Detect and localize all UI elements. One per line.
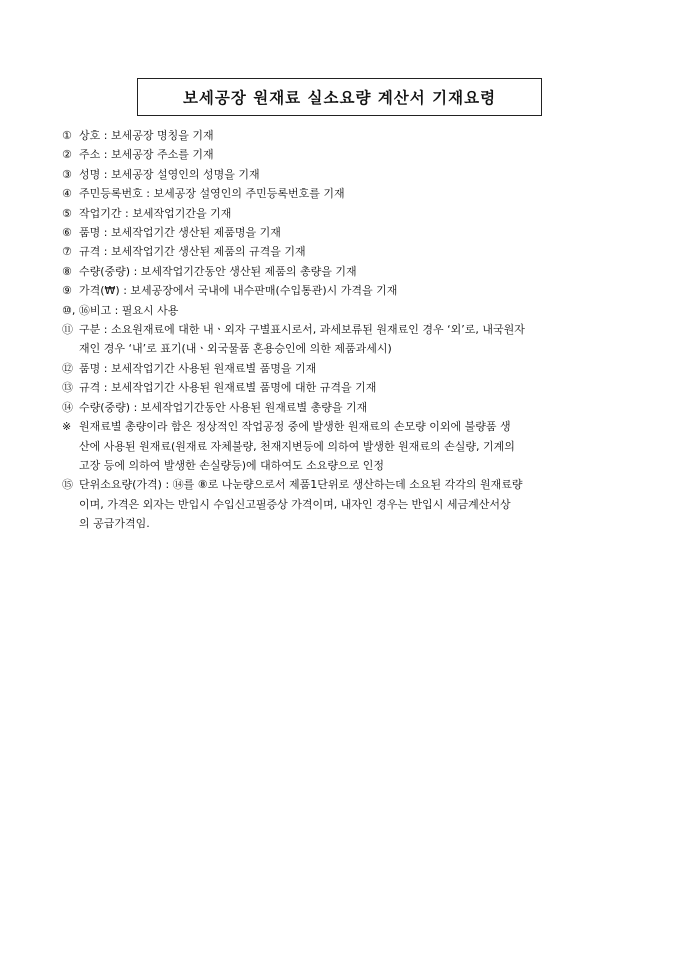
item-number: ⑮ xyxy=(62,478,73,492)
item-text: 규격 : 보세작업기간 생산된 제품의 규격을 기재 xyxy=(79,245,306,259)
item-number: ⑭ xyxy=(62,400,73,414)
list-item xyxy=(62,378,622,397)
instruction-list xyxy=(62,126,622,534)
list-item xyxy=(62,359,622,378)
item-number: ⑤ xyxy=(62,206,72,220)
note-mark: ※ xyxy=(62,420,72,434)
note-item xyxy=(62,417,622,475)
item-text: 작업기간 : 보세작업기간을 기재 xyxy=(79,206,232,220)
list-item xyxy=(62,475,622,533)
item-text: 수량(중량) : 보세작업기간동안 사용된 원재료별 총량을 기재 xyxy=(79,400,368,414)
list-item xyxy=(62,204,622,223)
item-number: ⑧ xyxy=(62,264,72,278)
list-item xyxy=(62,262,622,281)
item-text: 성명 : 보세공장 설영인의 성명을 기재 xyxy=(79,167,260,181)
item-number: ⑫ xyxy=(62,361,73,375)
item-number: ③ xyxy=(62,167,72,181)
item-number: ⑨ xyxy=(62,284,72,298)
list-item xyxy=(62,223,622,242)
item-text: 주민등록번호 : 보세공장 설영인의 주민등록번호를 기재 xyxy=(79,187,345,201)
item-text: 주소 : 보세공장 주소를 기재 xyxy=(79,148,214,162)
document-title-box xyxy=(137,78,542,116)
item-text: 품명 : 보세작업기간 생산된 제품명을 기재 xyxy=(79,226,281,240)
list-item xyxy=(62,398,622,417)
item-number: ② xyxy=(62,148,72,162)
list-item xyxy=(62,145,622,164)
item-text: 단위소요량(가격) : ⑭를 ⑧로 나눈량으로서 제품1단위로 생산하는데 소요된 각각의 원재료량 이며, 가격은 외자는 반입시 수입신고필증상 가격이며, 내자인 경우는 반입시 세금계산서상 의 공급가격임. xyxy=(79,478,523,531)
list-item xyxy=(62,184,622,203)
list-item xyxy=(62,242,622,261)
item-number: ⑦ xyxy=(62,245,72,259)
list-item xyxy=(62,281,622,300)
item-number: ① xyxy=(62,129,72,142)
item-text: 상호 : 보세공장 명칭을 기재 xyxy=(79,129,214,142)
item-number: ④ xyxy=(62,187,72,201)
list-item xyxy=(62,301,622,320)
item-number: ⑩, ⑯ xyxy=(62,303,90,317)
list-item xyxy=(62,126,622,145)
item-text: 규격 : 보세작업기간 사용된 원재료별 품명에 대한 규격을 기재 xyxy=(79,381,377,395)
list-item xyxy=(62,165,622,184)
list-item xyxy=(62,320,622,359)
item-text: 구분 : 소요원재료에 대한 내ㆍ외자 구별표시로서, 과세보류된 원재료인 경우 ‘외’로, 내국원자 재인 경우 ‘내’로 표기(내ㆍ외국물품 혼용승인에 의한 제품과세시) xyxy=(79,323,525,356)
item-number: ⑬ xyxy=(62,381,73,395)
item-text: 가격(₩) : 보세공장에서 국내에 내수판매(수입통관)시 가격을 기재 xyxy=(79,284,398,298)
item-text: 품명 : 보세작업기간 사용된 원재료별 품명을 기재 xyxy=(79,361,317,375)
item-text: 비고 : 필요시 사용 xyxy=(89,303,179,317)
item-text: 수량(중량) : 보세작업기간동안 생산된 제품의 총량을 기재 xyxy=(79,264,357,278)
note-text: 원재료별 총량이라 함은 정상적인 작업공정 중에 발생한 원재료의 손모량 이외에 불량품 생 산에 사용된 원재료(원재료 자체불량, 천재지변등에 의하여 발생한 원재료의 손실량, 기계의 고장 등에 의하여 발생한 손실량등)에 대하여도 소요량으로 인정 xyxy=(79,420,515,472)
item-number: ⑥ xyxy=(62,226,72,240)
document-title: 보세공장 원재료 실소요량 계산서 기재요령 xyxy=(182,88,497,107)
item-number: ⑪ xyxy=(62,323,73,337)
